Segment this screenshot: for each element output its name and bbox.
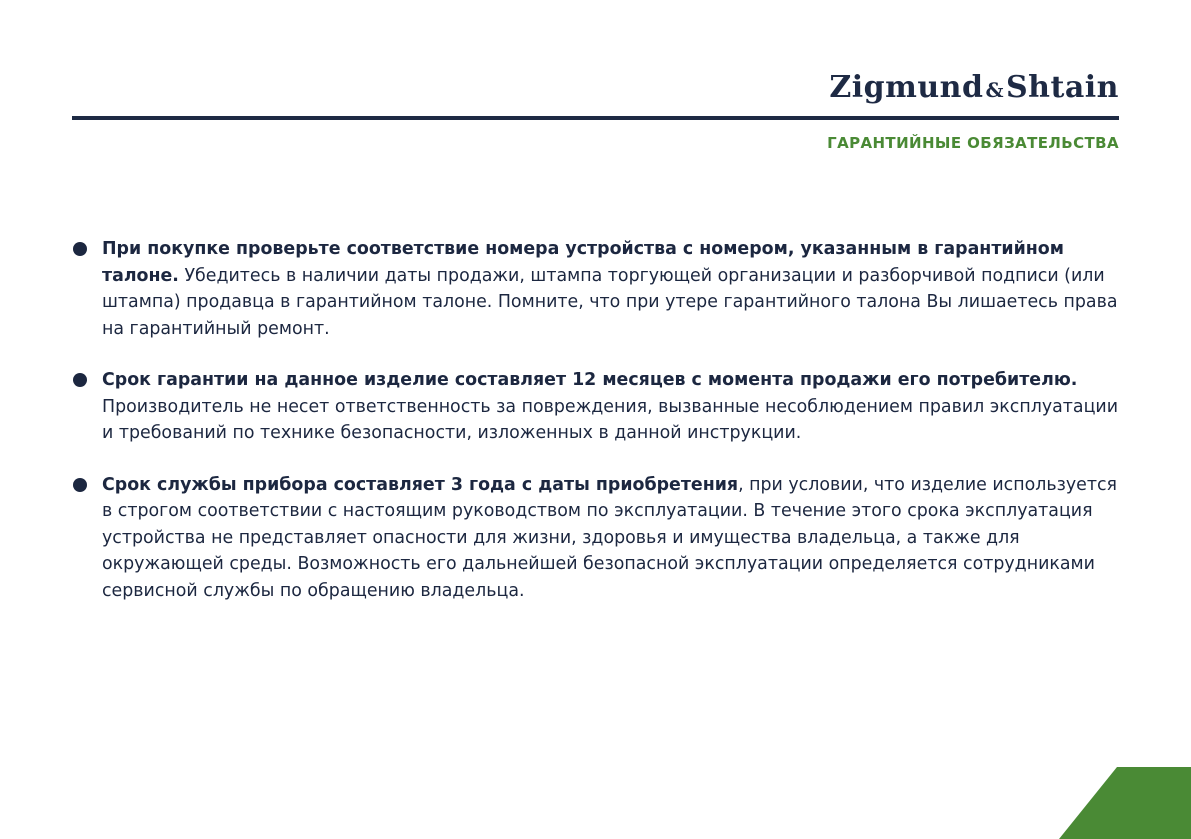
logo-text-zigmund: Zigmund [829,70,984,105]
list-item [72,367,1132,447]
list-item [72,236,1132,342]
bullet-icon [73,478,87,492]
bullet-icon [73,242,87,256]
warranty-list [72,236,1132,629]
section-title: ГАРАНТИЙНЫЕ ОБЯЗАТЕЛЬСТВА [827,134,1119,152]
item-bold-text: Срок службы прибора составляет 3 года с даты приобретения [102,474,739,495]
logo-ampersand: & [985,78,1005,102]
bullet-icon [73,373,87,387]
item-bold-text: Срок гарантии на данное изделие составляет 12 месяцев с момента продажи его потребителю. [102,370,1078,390]
item-text: , при условии, что изделие используется в строгом соответствии с настоящим руководством по эксплуатации. В течение этого срока эксплуатация устройства не представляет опасности для жизни, здоровья и имущества владельца, а также для окружающей среды. Возможность его дальнейшей безопасной эксплуатации определяется сотрудниками сервисной службы по обращению владельца. [102,474,1118,601]
brand-logo [829,70,1119,105]
item-text: Производитель не несет ответственность за повреждения, вызванные несоблюдением правил эксплуатации и требований по технике безопасности, изложенных в данной инструкции. [102,396,1119,443]
logo-text-shtain: Shtain [1006,70,1119,105]
corner-decoration [1059,767,1191,839]
item-bold-text: При покупке проверьте соответствие номера устройства с номером, указанным в гарантийном талоне. [102,239,1064,286]
item-text: Убедитесь в наличии даты продажи, штампа торгующей организации и разборчивой подписи (или штампа) продавца в гарантийном талоне. Помните, что при утере гарантийного талона Вы лишаетесь права на гарантийный ремонт. [102,265,1118,339]
header-divider [72,116,1119,120]
list-item [72,472,1132,605]
